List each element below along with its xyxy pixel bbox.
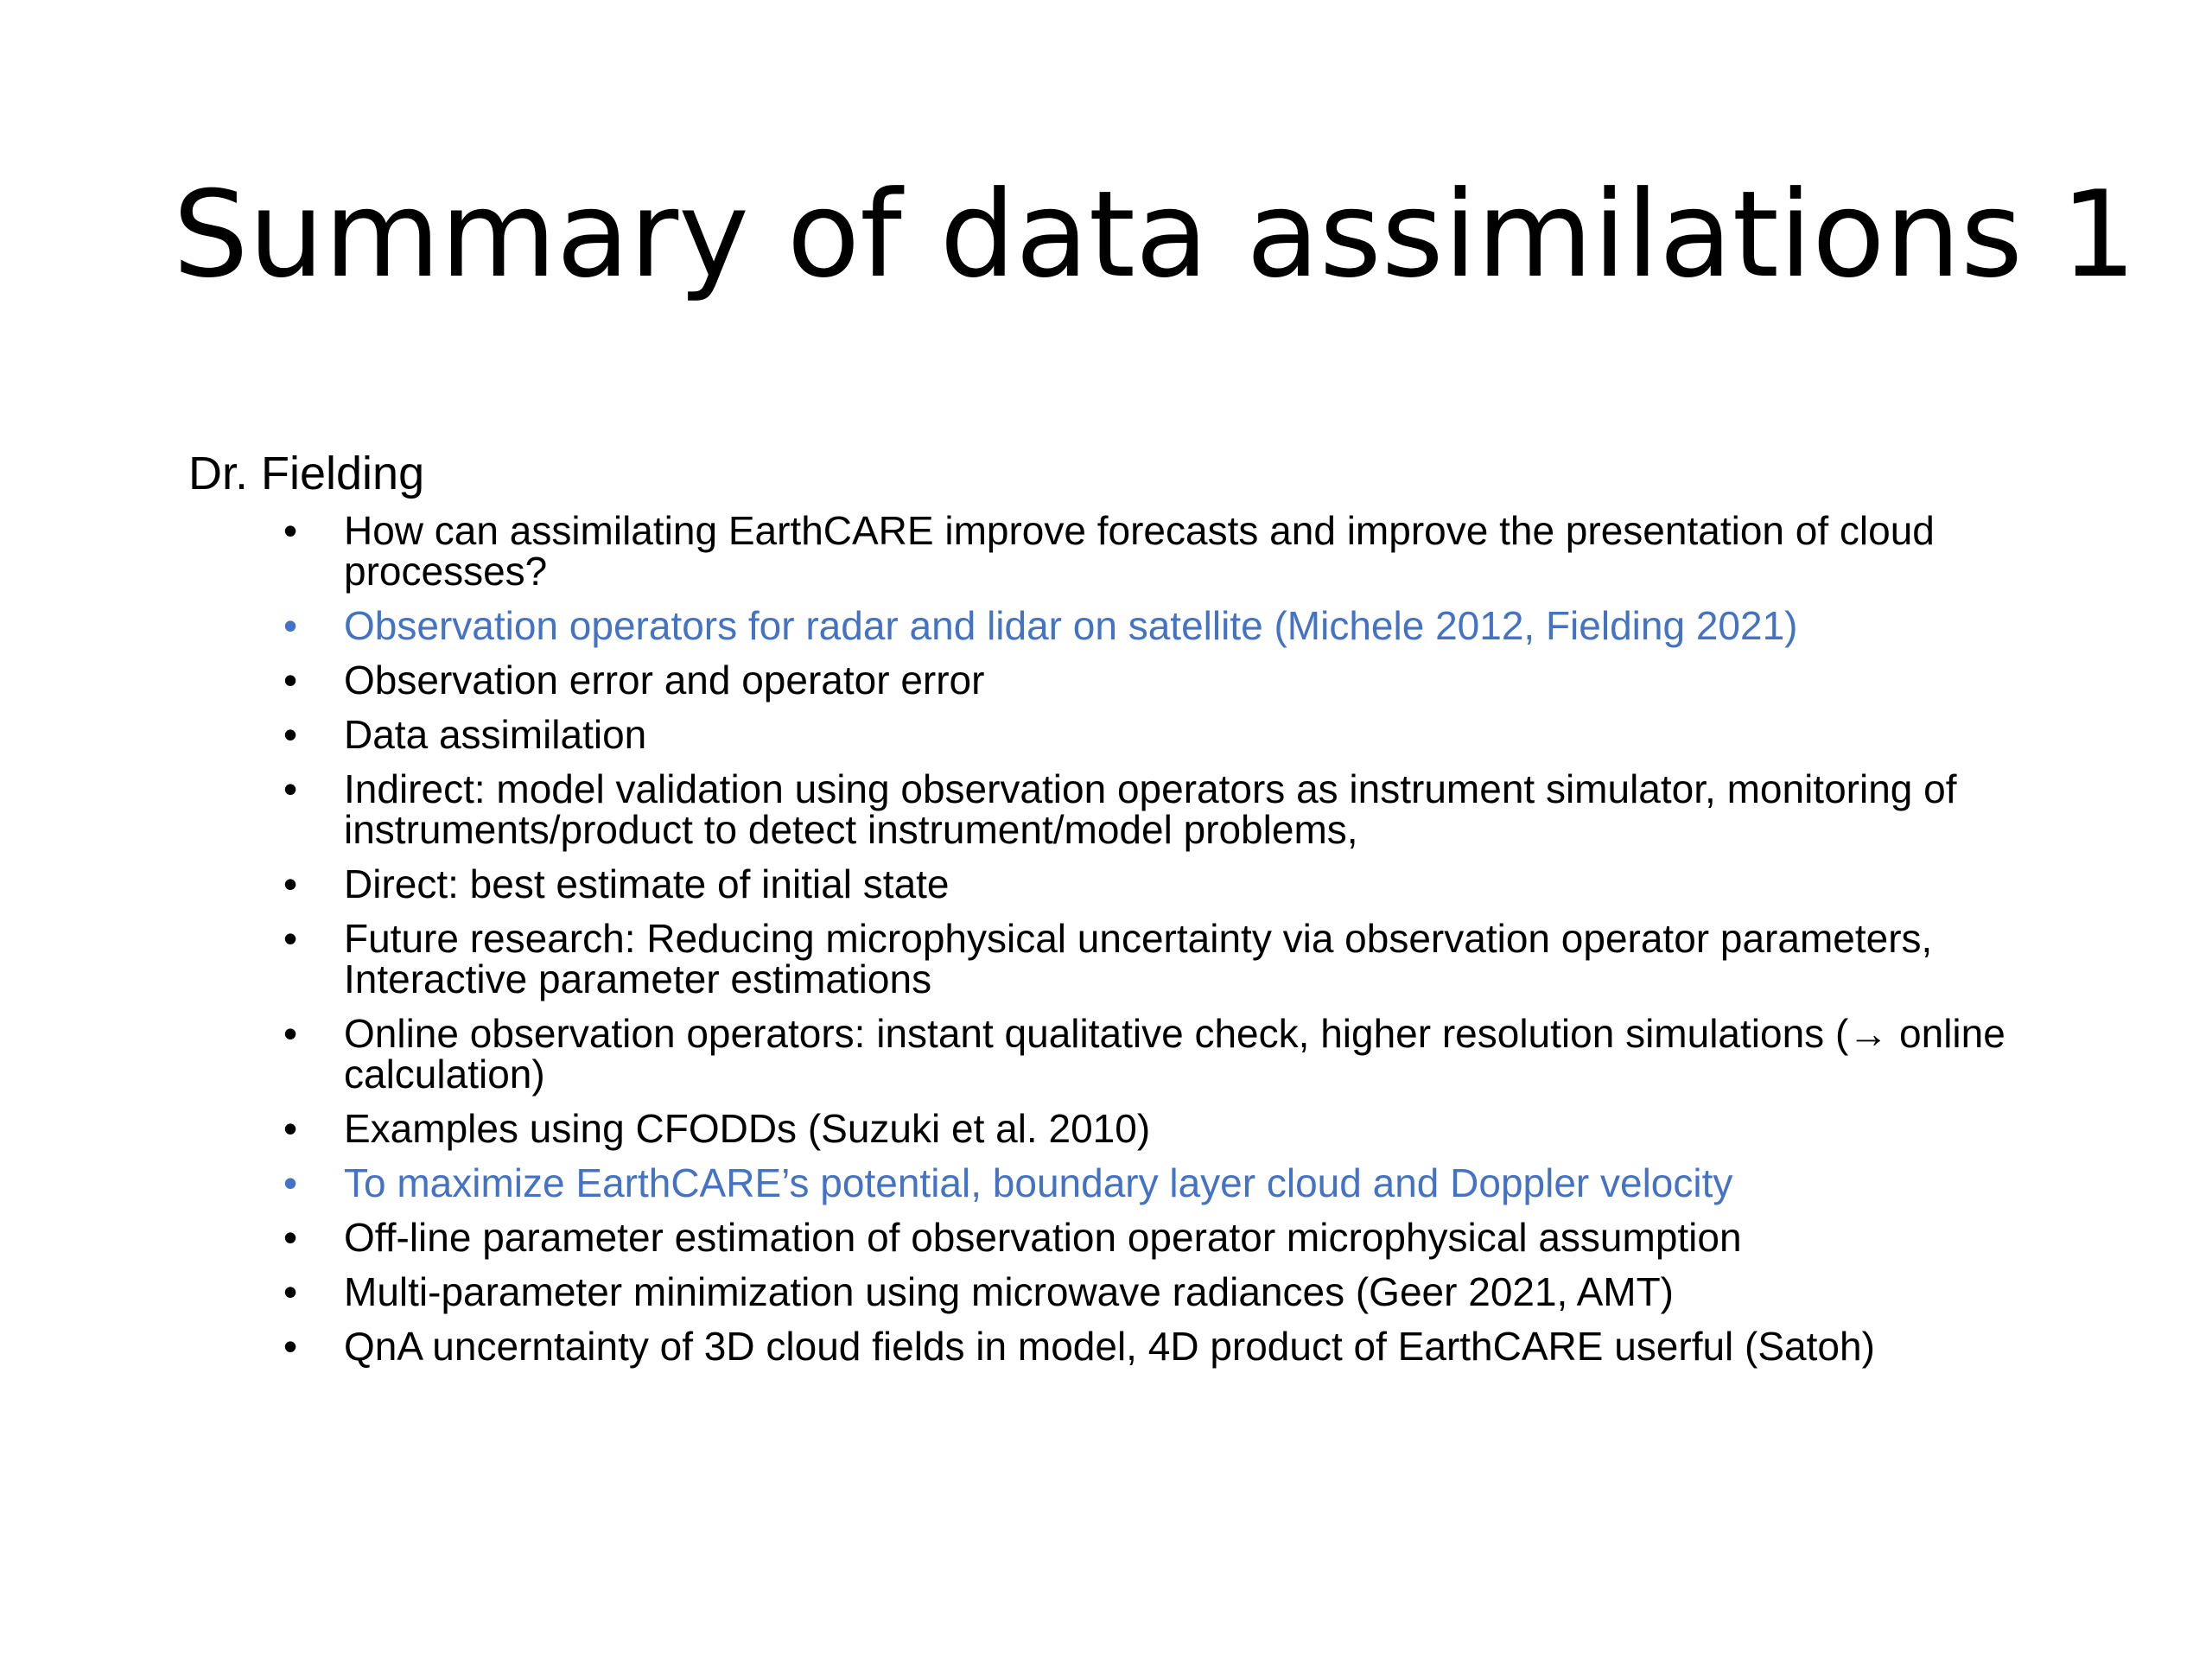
- bullet-text: Examples using CFODDs (Suzuki et al. 2010): [344, 1105, 1151, 1151]
- bullet-item-observation-error: [283, 657, 2089, 702]
- bullet-item-multi-parameter: [283, 1268, 2089, 1314]
- bullet-item-direct: [283, 861, 2089, 906]
- bullet-text: To maximize EarthCARE’s potential, boundary layer cloud and Doppler velocity: [344, 1160, 1733, 1205]
- bullet-glyph: •: [283, 602, 298, 648]
- bullet-glyph: •: [283, 861, 298, 906]
- bullet-item-data-assimilation: [283, 711, 2089, 757]
- bullet-glyph: •: [283, 915, 298, 961]
- bullet-glyph: •: [283, 507, 298, 553]
- bullet-glyph: •: [283, 1323, 298, 1369]
- bullet-list: [188, 507, 2089, 1369]
- bullet-text: Indirect: model validation using observation operators as instrument simulator, monitoring of instruments/product to detect instrument/model problems,: [344, 766, 1957, 852]
- bullet-text: QnA uncerntainty of 3D cloud fields in model, 4D product of EarthCARE userful (Satoh): [344, 1323, 1875, 1369]
- bullet-item-qna: [283, 1323, 2089, 1369]
- bullet-glyph: •: [283, 657, 298, 702]
- slide-title: Summary of data assimilations 1: [173, 165, 2137, 304]
- bullet-item-cfodds: [283, 1105, 2089, 1151]
- bullet-text: Data assimilation: [344, 711, 647, 757]
- bullet-glyph: •: [283, 1214, 298, 1260]
- bullet-text: Online observation operators: instant qualitative check, higher resolution simulations (→ online calculation): [344, 1010, 2005, 1096]
- bullet-text: Off-line parameter estimation of observation operator microphysical assumption: [344, 1214, 1742, 1260]
- bullet-text: Direct: best estimate of initial state: [344, 861, 950, 906]
- bullet-item-offline-estimation: [283, 1214, 2089, 1260]
- bullet-glyph: •: [283, 1010, 298, 1056]
- bullet-item-forecast-question: [283, 507, 2089, 594]
- bullet-item-online-operators: [283, 1010, 2089, 1096]
- bullet-text: Multi-parameter minimization using microwave radiances (Geer 2021, AMT): [344, 1268, 1675, 1314]
- bullet-text: Observation error and operator error: [344, 657, 985, 702]
- bullet-glyph: •: [283, 1105, 298, 1151]
- bullet-glyph: •: [283, 1268, 298, 1314]
- slide-content: [188, 446, 2089, 1381]
- bullet-item-future-research: [283, 915, 2089, 1001]
- bullet-glyph: •: [283, 711, 298, 757]
- bullet-glyph: •: [283, 766, 298, 811]
- bullet-item-indirect: [283, 766, 2089, 852]
- bullet-text: Future research: Reducing microphysical uncertainty via observation operator parameters, Interactive parameter estimations: [344, 915, 1933, 1001]
- bullet-item-maximize-potential: [283, 1160, 2089, 1205]
- bullet-text: How can assimilating EarthCARE improve forecasts and improve the presentation of cloud processes?: [344, 507, 1935, 594]
- bullet-glyph: •: [283, 1160, 298, 1205]
- speaker-heading: Dr. Fielding: [188, 448, 425, 499]
- bullet-item-observation-operators: [283, 602, 2089, 648]
- bullet-text: Observation operators for radar and lidar on satellite (Michele 2012, Fielding 2021): [344, 602, 1798, 648]
